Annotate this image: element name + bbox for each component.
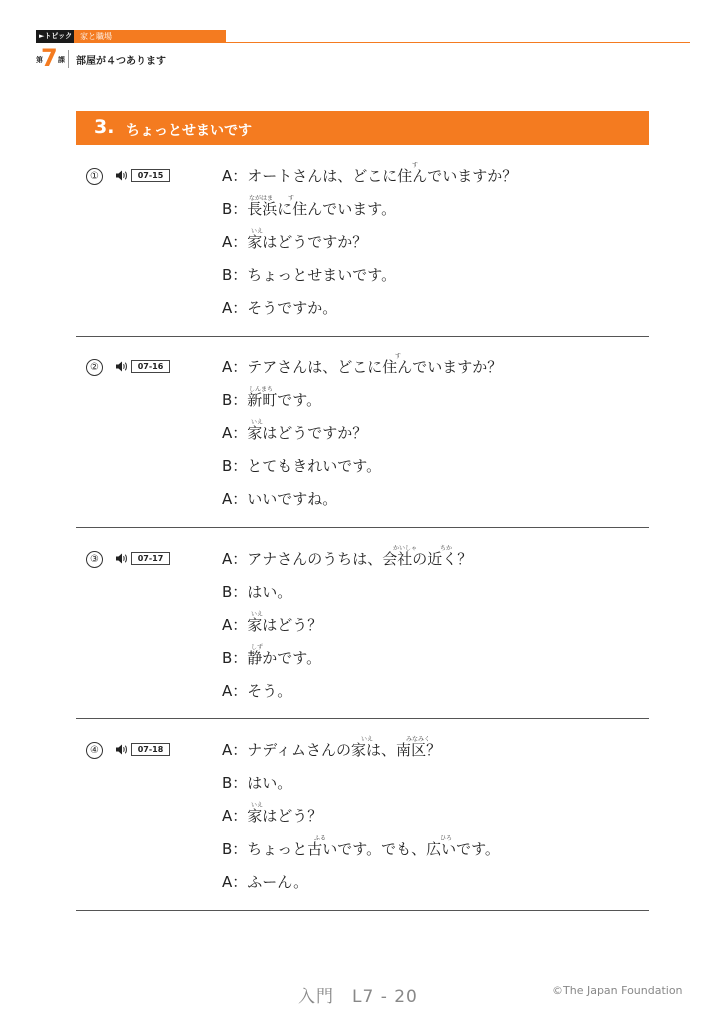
dialogue-line: B：ちょっとせまいです。 [222, 266, 397, 284]
furigana: いえ [251, 611, 264, 618]
furigana: いえ [361, 736, 374, 743]
dialogue-line: A：家はどうですか？ [222, 424, 368, 442]
section-title: ちょっとせまいです [126, 123, 252, 139]
lesson-separator [68, 50, 69, 68]
dialogue-3 [76, 528, 649, 719]
lesson-number: 7 [41, 44, 58, 72]
dialogue-line: A：そうですか。 [222, 299, 338, 317]
furigana: す [288, 195, 295, 202]
furigana: ながはま [249, 195, 274, 202]
dialogue-line: A：テアさんは、どこに住んでいますか？ [222, 358, 503, 376]
section-number: 3. [94, 116, 115, 138]
dialogue-number: ④ [86, 742, 103, 759]
dialogue-line: A：アナさんのうちは、会社の近く？ [222, 550, 473, 568]
furigana: しず [251, 644, 264, 651]
furigana: ひろ [440, 835, 453, 842]
speaker-icon[interactable] [115, 169, 128, 182]
section-header [76, 111, 649, 145]
dialogue-line: A：ふーん。 [222, 873, 309, 891]
header-divider [226, 42, 690, 43]
lesson-prefix: 第 [36, 56, 43, 64]
copyright: ©The Japan Foundation [552, 984, 683, 997]
furigana: かいしゃ [393, 545, 418, 552]
dialogue-line: A：ナディムさんの家は、南区？ [222, 741, 442, 759]
furigana: みなみく [406, 736, 431, 743]
dialogue-line: A：家はどう？ [222, 616, 323, 634]
dialogue-line: A：オートさんは、どこに住んでいますか？ [222, 167, 518, 185]
dialogue-line: A：家はどう？ [222, 807, 323, 825]
dialogue-line: A：そう。 [222, 682, 293, 700]
furigana: いえ [251, 419, 264, 426]
divider [76, 910, 649, 911]
dialogue-line: B：はい。 [222, 583, 293, 601]
audio-track-code[interactable]: 07-18 [131, 743, 170, 756]
dialogue-line: B：はい。 [222, 774, 293, 792]
dialogue-line: B：静かです。 [222, 649, 322, 667]
furigana: ちか [440, 545, 453, 552]
furigana: いえ [251, 228, 264, 235]
audio-track-code[interactable]: 07-15 [131, 169, 170, 182]
topic-tag: ►トピック [36, 30, 74, 43]
dialogue-number: ② [86, 359, 103, 376]
speaker-icon[interactable] [115, 360, 128, 373]
dialogue-line: B：ちょっと古いです。でも、広いです。 [222, 840, 500, 858]
dialogue-line: B：長浜に住んでいます。 [222, 200, 397, 218]
speaker-icon[interactable] [115, 552, 128, 565]
dialogue-1 [76, 145, 649, 337]
furigana: す [395, 353, 402, 360]
topic-label: 家と職場 [74, 30, 226, 43]
dialogue-number: ① [86, 168, 103, 185]
furigana: しんまち [249, 386, 274, 393]
dialogue-line: A：家はどうですか？ [222, 233, 368, 251]
furigana: す [412, 162, 419, 169]
dialogue-4 [76, 719, 649, 911]
furigana: ふる [314, 835, 327, 842]
dialogue-number: ③ [86, 551, 103, 568]
audio-track-code[interactable]: 07-17 [131, 552, 170, 565]
speaker-icon[interactable] [115, 743, 128, 756]
dialogue-line: B：とてもきれいです。 [222, 457, 382, 475]
dialogue-2 [76, 337, 649, 528]
audio-track-code[interactable]: 07-16 [131, 360, 170, 373]
dialogue-line: A：いいですね。 [222, 490, 338, 508]
furigana: いえ [251, 802, 264, 809]
dialogue-line: B：新町です。 [222, 391, 322, 409]
lesson-suffix: 課 [58, 56, 65, 64]
lesson-title: 部屋が４つあります [76, 56, 166, 67]
page-footer-label: 入門 L7 - 20 [298, 987, 418, 1007]
